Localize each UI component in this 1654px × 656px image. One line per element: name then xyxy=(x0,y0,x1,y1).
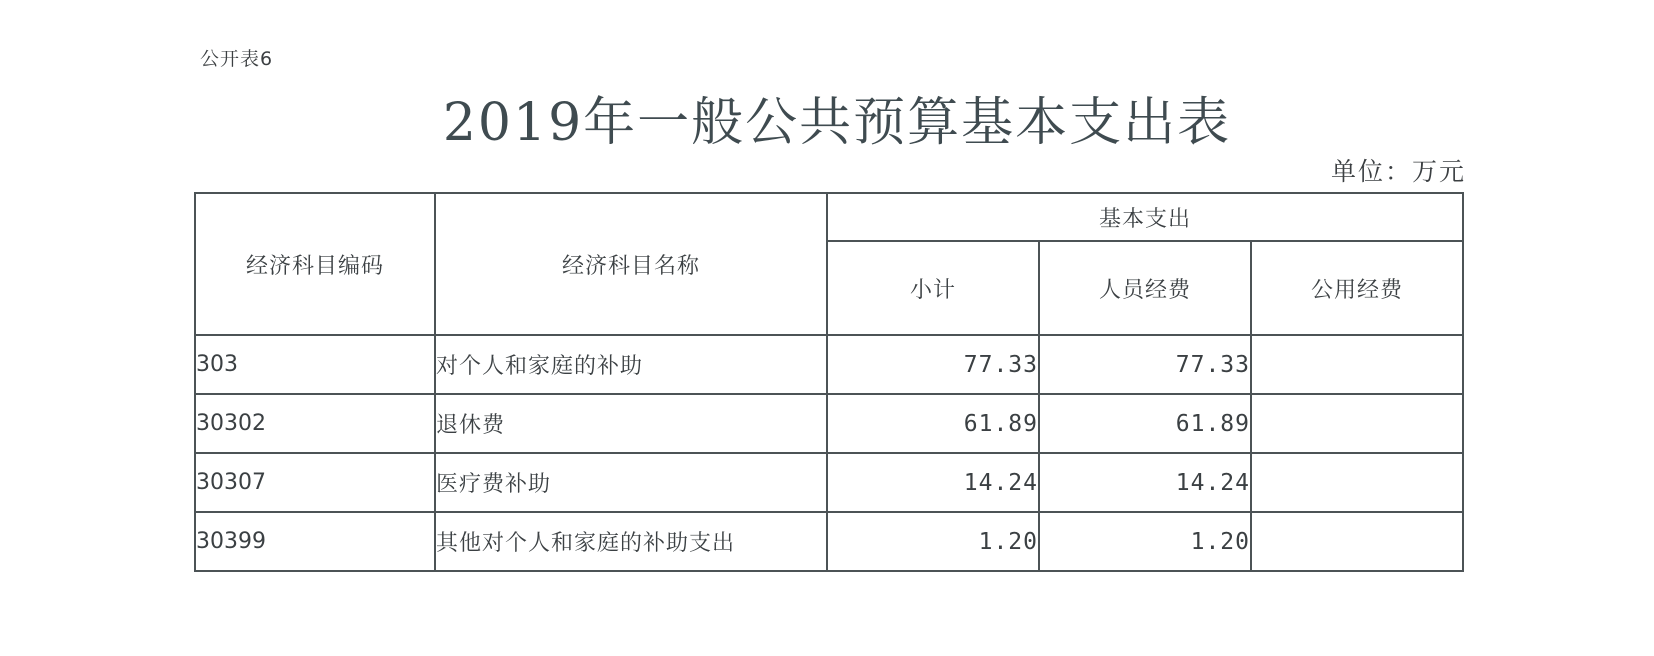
row-public xyxy=(1251,335,1463,394)
row-subtotal: 61.89 xyxy=(827,394,1039,453)
table-row xyxy=(195,394,1463,453)
header-personnel: 人员经费 xyxy=(1039,241,1251,335)
row-public xyxy=(1251,394,1463,453)
table-header xyxy=(195,193,1463,335)
unit-label: 单位：万元 xyxy=(1330,157,1466,186)
row-name: 对个人和家庭的补助 xyxy=(435,335,827,394)
row-code: 303 xyxy=(195,335,435,394)
row-code: 30302 xyxy=(195,394,435,453)
document-label: 公开表6 xyxy=(200,48,274,70)
row-name: 其他对个人和家庭的补助支出 xyxy=(435,512,827,571)
row-subtotal: 14.24 xyxy=(827,453,1039,512)
row-personnel: 77.33 xyxy=(1039,335,1251,394)
table-row xyxy=(195,335,1463,394)
header-code: 经济科目编码 xyxy=(195,193,435,335)
row-personnel: 14.24 xyxy=(1039,453,1251,512)
table-row xyxy=(195,512,1463,571)
row-name: 退休费 xyxy=(435,394,827,453)
header-basic-expenditure: 基本支出 xyxy=(827,193,1463,241)
row-subtotal: 77.33 xyxy=(827,335,1039,394)
page-title: 2019年一般公共预算基本支出表 xyxy=(442,93,1232,153)
row-public xyxy=(1251,512,1463,571)
row-personnel: 61.89 xyxy=(1039,394,1251,453)
budget-table xyxy=(194,192,1464,572)
row-public xyxy=(1251,453,1463,512)
row-code: 30399 xyxy=(195,512,435,571)
row-subtotal: 1.20 xyxy=(827,512,1039,571)
table-row xyxy=(195,453,1463,512)
row-name: 医疗费补助 xyxy=(435,453,827,512)
header-name: 经济科目名称 xyxy=(435,193,827,335)
header-row-top xyxy=(195,193,1463,241)
row-code: 30307 xyxy=(195,453,435,512)
header-public: 公用经费 xyxy=(1251,241,1463,335)
row-personnel: 1.20 xyxy=(1039,512,1251,571)
header-subtotal: 小计 xyxy=(827,241,1039,335)
